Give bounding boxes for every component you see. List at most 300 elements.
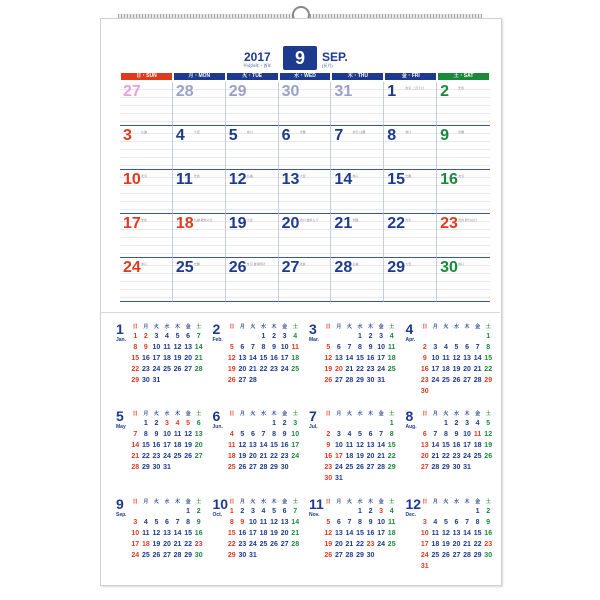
mini-weekday-label: 日 bbox=[422, 411, 428, 418]
mini-day: 6 bbox=[196, 420, 201, 428]
mini-day: 17 bbox=[463, 442, 471, 450]
mini-day: 12 bbox=[227, 355, 236, 362]
mini-empty bbox=[430, 506, 441, 517]
day-note: 仏滅 bbox=[246, 174, 253, 178]
mini-day: 31 bbox=[249, 551, 257, 559]
day-number: 10 bbox=[123, 171, 141, 188]
weekday-header-5: 金・FRI bbox=[385, 73, 436, 80]
mini-day: 4 bbox=[475, 420, 480, 428]
mini-day: 11 bbox=[173, 431, 182, 439]
mini-day: 29 bbox=[356, 551, 364, 559]
mini-empty bbox=[462, 506, 473, 517]
mini-weekday-label: 月 bbox=[432, 498, 438, 505]
day-note: 先負 bbox=[299, 262, 306, 266]
mini-day: 13 bbox=[163, 529, 171, 537]
mini-empty bbox=[151, 506, 162, 517]
mini-day: 31 bbox=[463, 464, 471, 472]
day-note: 赤口 bbox=[458, 262, 465, 266]
mini-day: 25 bbox=[141, 551, 150, 559]
mini-month bbox=[404, 322, 495, 405]
day-note: 先負 bbox=[141, 218, 148, 222]
mini-day: 16 bbox=[324, 453, 333, 461]
mini-day: 22 bbox=[387, 453, 396, 461]
mini-weekday-label: 月 bbox=[432, 411, 438, 418]
mini-day: 8 bbox=[358, 344, 362, 351]
day-cell bbox=[120, 258, 173, 302]
mini-day: 28 bbox=[249, 377, 257, 384]
day-number: 8 bbox=[387, 127, 397, 144]
mini-month-number: 2 bbox=[212, 321, 221, 337]
mini-day: 4 bbox=[389, 507, 394, 515]
mini-day: 1 bbox=[443, 420, 448, 428]
mini-weekday-label: 土 bbox=[485, 324, 491, 330]
mini-day: 13 bbox=[463, 355, 471, 362]
mini-day: 27 bbox=[280, 540, 289, 548]
mini-day: 9 bbox=[454, 431, 459, 439]
mini-day: 22 bbox=[131, 366, 140, 373]
mini-month-number: 1 bbox=[116, 321, 124, 337]
mini-day: 1 bbox=[358, 507, 362, 515]
mini-month-abbr: Apr. bbox=[405, 337, 416, 343]
day-number: 27 bbox=[281, 259, 300, 276]
era-label: 平成29年・酉年 bbox=[243, 63, 272, 68]
day-note: 赤口 bbox=[405, 130, 412, 134]
day-number: 22 bbox=[387, 215, 406, 232]
mini-day: 17 bbox=[431, 366, 440, 373]
mini-weekday-label: 月 bbox=[239, 498, 245, 505]
mini-day: 24 bbox=[152, 366, 161, 373]
mini-day: 17 bbox=[420, 540, 429, 548]
mini-month-number: 8 bbox=[405, 408, 414, 425]
mini-day: 16 bbox=[452, 442, 461, 450]
mini-empty bbox=[430, 331, 441, 342]
mini-weekday-label: 水 bbox=[164, 324, 170, 330]
mini-empty bbox=[344, 506, 355, 517]
mini-month-abbr: Aug. bbox=[405, 424, 417, 431]
mini-weekday-label: 日 bbox=[325, 411, 331, 418]
mini-day: 8 bbox=[186, 518, 191, 526]
day-number: 19 bbox=[228, 215, 247, 232]
mini-day: 11 bbox=[431, 529, 440, 537]
mini-day: 5 bbox=[154, 518, 159, 526]
mini-weekday-label: 水 bbox=[357, 324, 363, 330]
mini-day: 12 bbox=[270, 518, 278, 526]
month-japanese: (長月) bbox=[322, 63, 333, 68]
day-note: 先負 秋分の日 bbox=[458, 218, 477, 222]
mini-day: 10 bbox=[463, 431, 471, 439]
day-number: 30 bbox=[440, 259, 458, 276]
mini-day: 13 bbox=[334, 355, 343, 362]
mini-day: 24 bbox=[280, 366, 289, 373]
mini-empty bbox=[472, 331, 483, 342]
mini-weekday-label: 金 bbox=[282, 324, 288, 330]
mini-day: 18 bbox=[173, 442, 182, 450]
mini-day: 31 bbox=[152, 377, 161, 384]
year-label: 2017 bbox=[244, 50, 271, 64]
mini-month-grid bbox=[323, 323, 397, 386]
mini-day: 19 bbox=[442, 540, 450, 548]
mini-day: 14 bbox=[259, 442, 268, 450]
mini-month-grid bbox=[130, 410, 204, 473]
mini-day: 22 bbox=[484, 366, 493, 373]
mini-day: 22 bbox=[270, 453, 278, 461]
day-number: 25 bbox=[175, 259, 194, 276]
mini-day: 31 bbox=[377, 377, 386, 384]
mini-month-number: 11 bbox=[309, 495, 324, 512]
mini-day: 22 bbox=[227, 540, 236, 548]
mini-day: 20 bbox=[238, 366, 247, 373]
day-note: 先負 bbox=[193, 174, 200, 178]
day-cell bbox=[331, 170, 384, 214]
mini-weekday-label: 木 bbox=[464, 324, 470, 330]
mini-month-abbr: Jan. bbox=[116, 337, 127, 343]
day-cell bbox=[173, 126, 226, 170]
mini-day: 2 bbox=[240, 507, 245, 515]
mini-weekday-label: 火 bbox=[250, 324, 256, 330]
day-note: 先勝 bbox=[458, 130, 465, 134]
mini-day: 5 bbox=[326, 344, 331, 351]
mini-day: 23 bbox=[324, 464, 333, 472]
mini-day: 24 bbox=[431, 377, 440, 384]
mini-day: 7 bbox=[175, 518, 180, 526]
mini-month-grid bbox=[420, 410, 494, 473]
mini-weekday-label: 土 bbox=[196, 498, 202, 505]
mini-weekday-label: 火 bbox=[346, 324, 352, 330]
mini-day: 17 bbox=[280, 355, 289, 362]
mini-weekday-label: 木 bbox=[464, 411, 470, 418]
mini-weekday-label: 土 bbox=[485, 411, 491, 418]
mini-day: 23 bbox=[280, 453, 289, 461]
mini-empty bbox=[344, 331, 355, 342]
mini-day: 19 bbox=[152, 540, 161, 548]
day-cell bbox=[120, 170, 173, 214]
day-note: 赤口 bbox=[246, 130, 253, 134]
mini-day: 10 bbox=[163, 431, 171, 439]
mini-day: 18 bbox=[259, 529, 268, 537]
day-number: 28 bbox=[334, 259, 353, 276]
day-note: 友引 bbox=[458, 174, 465, 178]
day-number: 11 bbox=[175, 171, 193, 188]
mini-weekday-label: 木 bbox=[271, 411, 277, 418]
mini-weekday-label: 金 bbox=[185, 324, 191, 330]
mini-day: 24 bbox=[377, 366, 386, 373]
mini-day: 3 bbox=[336, 431, 341, 439]
mini-day: 15 bbox=[131, 355, 140, 362]
mini-day: 7 bbox=[347, 344, 352, 351]
day-note: 仏滅 bbox=[352, 262, 359, 266]
day-cell bbox=[173, 214, 226, 258]
mini-day: 8 bbox=[389, 431, 394, 439]
day-number: 12 bbox=[228, 171, 247, 188]
mini-day: 5 bbox=[240, 431, 245, 439]
mini-weekday-label: 火 bbox=[346, 498, 352, 505]
mini-day: 18 bbox=[442, 366, 450, 373]
mini-day: 11 bbox=[228, 442, 236, 450]
mini-weekday-label: 日 bbox=[325, 498, 331, 505]
mini-weekday-label: 月 bbox=[143, 411, 149, 418]
mini-empty bbox=[162, 506, 173, 517]
mini-day: 19 bbox=[227, 366, 236, 373]
mini-month-grid bbox=[227, 323, 301, 386]
mini-day: 10 bbox=[377, 344, 386, 351]
day-note: 赤口 bbox=[352, 174, 359, 178]
mini-day: 10 bbox=[291, 431, 300, 439]
mini-day: 30 bbox=[366, 551, 375, 559]
mini-day: 2 bbox=[196, 507, 201, 515]
mini-empty bbox=[420, 418, 431, 429]
day-cell bbox=[331, 214, 384, 258]
mini-day: 7 bbox=[261, 431, 266, 439]
mini-day: 25 bbox=[431, 551, 440, 559]
day-number: 30 bbox=[281, 83, 300, 100]
mini-month bbox=[404, 409, 495, 492]
mini-day: 8 bbox=[475, 518, 480, 526]
mini-month-abbr: Mar. bbox=[309, 337, 320, 343]
mini-day: 6 bbox=[165, 518, 169, 526]
mini-day: 3 bbox=[293, 420, 298, 428]
mini-empty bbox=[441, 331, 452, 342]
mini-day: 20 bbox=[366, 453, 375, 461]
mini-day: 17 bbox=[291, 442, 300, 450]
mini-day: 30 bbox=[484, 551, 493, 559]
day-note: 大安 bbox=[299, 174, 306, 178]
day-number: 27 bbox=[123, 83, 141, 100]
mini-day: 16 bbox=[484, 529, 493, 537]
mini-empty bbox=[451, 331, 462, 342]
mini-day: 5 bbox=[443, 518, 448, 526]
mini-month-abbr: Feb. bbox=[212, 337, 223, 343]
mini-weekday-label: 月 bbox=[239, 324, 245, 330]
day-cell bbox=[331, 82, 384, 126]
mini-empty bbox=[323, 506, 334, 517]
mini-day: 7 bbox=[475, 344, 480, 351]
mini-month-number: 10 bbox=[212, 495, 229, 512]
mini-day: 19 bbox=[484, 442, 493, 450]
mini-day: 12 bbox=[356, 442, 364, 450]
day-cell bbox=[226, 170, 279, 214]
mini-day: 10 bbox=[152, 344, 161, 351]
mini-day: 6 bbox=[454, 518, 459, 526]
mini-day: 10 bbox=[377, 518, 386, 526]
mini-weekday-label: 土 bbox=[196, 411, 202, 418]
day-cell bbox=[331, 258, 384, 302]
mini-day: 21 bbox=[131, 453, 140, 461]
mini-day: 23 bbox=[238, 540, 247, 548]
mini-day: 21 bbox=[259, 453, 268, 461]
day-number: 17 bbox=[123, 215, 141, 232]
day-cell bbox=[173, 82, 226, 126]
mini-day: 17 bbox=[249, 529, 257, 537]
mini-day: 12 bbox=[452, 355, 461, 362]
mini-day: 14 bbox=[431, 442, 440, 450]
mini-month-abbr: Sep. bbox=[116, 511, 127, 518]
mini-day: 28 bbox=[377, 464, 386, 472]
mini-weekday-label: 土 bbox=[292, 324, 298, 330]
mini-day: 8 bbox=[443, 431, 448, 439]
mini-day: 30 bbox=[280, 464, 289, 472]
mini-day: 26 bbox=[152, 551, 161, 559]
mini-day: 14 bbox=[473, 355, 482, 362]
mini-day: 12 bbox=[484, 431, 493, 439]
mini-weekday-label: 日 bbox=[422, 498, 428, 505]
mini-day: 3 bbox=[379, 333, 384, 340]
mini-empty bbox=[130, 506, 141, 517]
mini-weekday-label: 日 bbox=[229, 324, 235, 330]
mini-day: 6 bbox=[282, 507, 287, 515]
mini-day: 18 bbox=[387, 355, 396, 362]
mini-day: 25 bbox=[291, 366, 300, 373]
mini-day: 7 bbox=[347, 518, 352, 526]
mini-day: 29 bbox=[473, 551, 482, 559]
mini-day: 3 bbox=[165, 420, 169, 428]
mini-day: 7 bbox=[293, 507, 298, 515]
mini-day: 29 bbox=[442, 464, 450, 472]
mini-day: 22 bbox=[442, 453, 450, 461]
mini-day: 21 bbox=[345, 366, 354, 373]
mini-month-grid bbox=[227, 498, 301, 561]
mini-weekday-label: 水 bbox=[164, 411, 170, 418]
day-cell bbox=[437, 258, 490, 302]
mini-day: 25 bbox=[173, 453, 182, 461]
mini-day: 22 bbox=[473, 540, 482, 548]
mini-day: 3 bbox=[422, 518, 427, 526]
mini-weekday-label: 月 bbox=[432, 324, 438, 330]
day-number: 9 bbox=[440, 127, 450, 144]
mini-day: 8 bbox=[143, 431, 148, 439]
mini-weekday-label: 月 bbox=[239, 411, 245, 418]
mini-weekday-label: 火 bbox=[443, 498, 449, 505]
mini-day: 7 bbox=[250, 344, 255, 351]
mini-empty bbox=[365, 418, 376, 429]
day-cell bbox=[226, 258, 279, 302]
mini-day: 16 bbox=[366, 529, 375, 537]
mini-day: 26 bbox=[227, 377, 236, 384]
mini-day: 2 bbox=[326, 431, 331, 439]
mini-day: 15 bbox=[387, 442, 396, 450]
mini-day: 2 bbox=[282, 420, 287, 428]
day-number: 31 bbox=[334, 83, 353, 100]
mini-day: 1 bbox=[229, 507, 234, 515]
mini-day: 19 bbox=[238, 453, 247, 461]
mini-day: 19 bbox=[324, 540, 333, 548]
mini-month bbox=[307, 409, 398, 492]
mini-day: 8 bbox=[261, 344, 266, 351]
mini-month bbox=[114, 409, 205, 492]
mini-day: 26 bbox=[452, 377, 461, 384]
mini-weekday-label: 土 bbox=[292, 498, 298, 505]
mini-day: 6 bbox=[186, 333, 191, 340]
mini-day: 30 bbox=[141, 377, 150, 384]
day-note: 先負 bbox=[458, 86, 465, 90]
mini-day: 23 bbox=[420, 377, 429, 384]
mini-day: 2 bbox=[454, 420, 459, 428]
mini-day: 5 bbox=[175, 333, 180, 340]
mini-day: 9 bbox=[282, 431, 287, 439]
mini-weekday-label: 金 bbox=[475, 324, 481, 330]
mini-empty bbox=[344, 418, 355, 429]
mini-month-grid bbox=[227, 410, 301, 473]
day-note: 大安 bbox=[193, 130, 200, 134]
day-note: 友引 白露 bbox=[352, 130, 366, 134]
mini-day: 1 bbox=[358, 333, 362, 340]
mini-day: 31 bbox=[163, 464, 171, 472]
mini-day: 8 bbox=[133, 344, 138, 351]
mini-month-grid bbox=[420, 498, 494, 572]
day-cell bbox=[279, 258, 332, 302]
month-number: 9 bbox=[283, 46, 317, 70]
mini-day: 27 bbox=[334, 551, 343, 559]
mini-day: 23 bbox=[366, 540, 375, 548]
mini-day: 23 bbox=[366, 366, 375, 373]
mini-day: 23 bbox=[452, 453, 461, 461]
mini-day: 17 bbox=[334, 453, 343, 461]
mini-day: 21 bbox=[431, 453, 440, 461]
day-number: 28 bbox=[175, 83, 194, 100]
month-grid bbox=[120, 82, 490, 302]
mini-month-grid bbox=[323, 498, 397, 561]
mini-day: 22 bbox=[356, 366, 364, 373]
day-note: 友引 bbox=[141, 174, 148, 178]
mini-weekday-label: 火 bbox=[153, 498, 159, 505]
day-cell bbox=[226, 214, 279, 258]
mini-day: 10 bbox=[420, 529, 429, 537]
day-number: 18 bbox=[175, 215, 194, 232]
mini-day: 10 bbox=[131, 529, 140, 537]
mini-day: 27 bbox=[238, 377, 247, 384]
mini-day: 16 bbox=[280, 442, 289, 450]
mini-day: 5 bbox=[358, 431, 362, 439]
mini-day: 14 bbox=[291, 518, 300, 526]
mini-day: 15 bbox=[356, 529, 364, 537]
day-number: 26 bbox=[228, 259, 247, 276]
mini-day: 1 bbox=[486, 333, 491, 340]
mini-day: 22 bbox=[141, 453, 150, 461]
mini-weekday-label: 日 bbox=[132, 411, 138, 418]
mini-day: 13 bbox=[194, 431, 203, 439]
mini-weekday-label: 金 bbox=[282, 411, 288, 418]
mini-day: 6 bbox=[336, 518, 341, 526]
mini-day: 22 bbox=[356, 540, 364, 548]
mini-day: 9 bbox=[196, 518, 201, 526]
mini-day: 25 bbox=[473, 453, 482, 461]
mini-weekday-label: 金 bbox=[475, 498, 481, 505]
mini-day: 7 bbox=[465, 518, 470, 526]
mini-weekday-label: 水 bbox=[357, 411, 363, 418]
mini-day: 7 bbox=[433, 431, 438, 439]
mini-day: 28 bbox=[345, 377, 354, 384]
mini-empty bbox=[334, 331, 345, 342]
day-number: 14 bbox=[334, 171, 353, 188]
day-note: 大安 bbox=[405, 262, 412, 266]
mini-day: 23 bbox=[141, 366, 150, 373]
mini-empty bbox=[323, 418, 334, 429]
mini-day: 9 bbox=[326, 442, 331, 450]
mini-day: 29 bbox=[227, 551, 236, 559]
mini-weekday-label: 水 bbox=[453, 324, 459, 330]
mini-weekday-label: 金 bbox=[282, 498, 288, 505]
mini-day: 28 bbox=[473, 377, 482, 384]
mini-day: 9 bbox=[240, 518, 245, 526]
mini-weekday-label: 土 bbox=[485, 498, 491, 505]
mini-day: 16 bbox=[141, 355, 150, 362]
mini-day: 18 bbox=[291, 355, 300, 362]
mini-weekday-label: 月 bbox=[336, 411, 342, 418]
mini-day: 26 bbox=[238, 464, 247, 472]
mini-day: 19 bbox=[452, 366, 461, 373]
mini-day: 4 bbox=[443, 344, 448, 351]
mini-day: 28 bbox=[173, 551, 182, 559]
mini-weekday-label: 土 bbox=[292, 411, 298, 418]
